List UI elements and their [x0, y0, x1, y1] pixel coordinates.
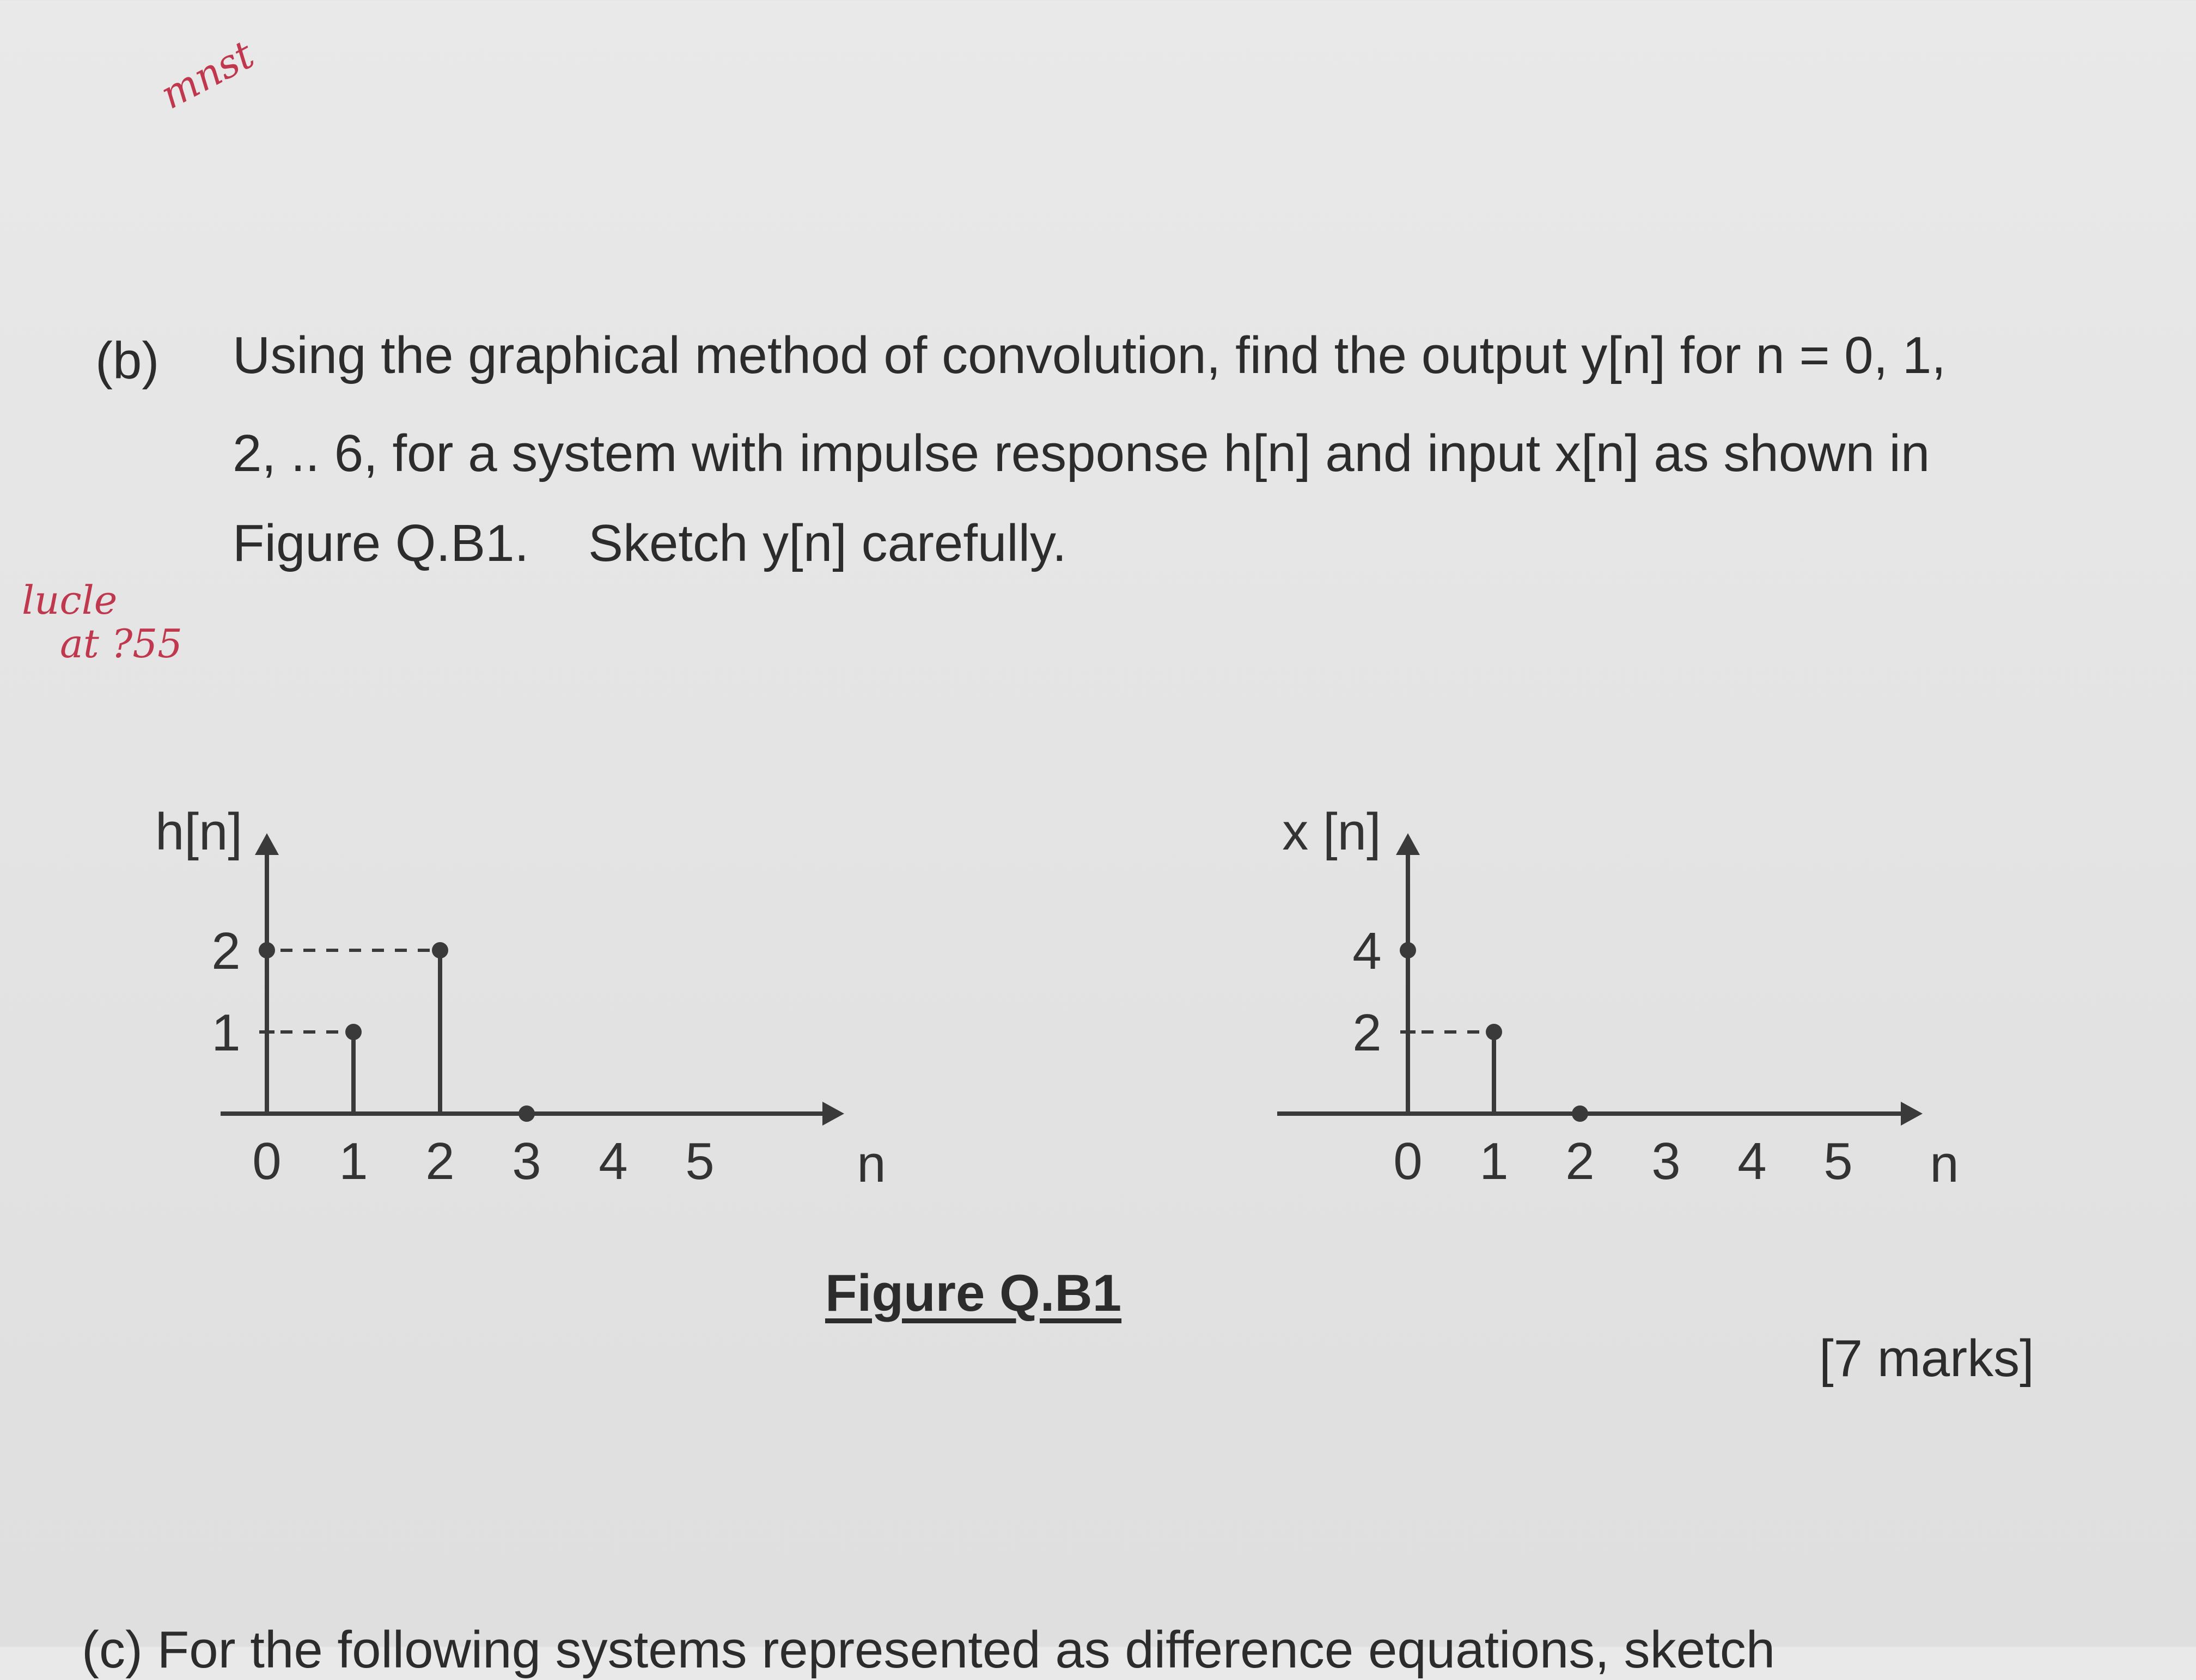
next-question-partial: (c) For the following systems represented as difference equations, sketch [82, 1621, 1776, 1679]
top-handwritten-note: mnst [152, 31, 261, 118]
x-x-tick-label: 3 [1651, 1132, 1681, 1190]
x-plot [1277, 803, 1959, 1193]
x-stem-dot [1572, 1105, 1588, 1122]
x-stem-dot [1400, 942, 1416, 958]
h-stem-dot [345, 1024, 362, 1040]
x-x-axis-arrow [1901, 1102, 1923, 1126]
question-line-3-sketch: Sketch y[n] carefully. [588, 514, 1067, 572]
x-x-tick-label: 2 [1565, 1132, 1595, 1190]
h-y-axis-arrow [255, 833, 279, 855]
h-x-axis-label: n [857, 1135, 886, 1193]
margin-note-2: at ?55 [60, 621, 182, 667]
h-stem-dot [259, 942, 275, 958]
x-x-tick-label: 4 [1737, 1132, 1767, 1190]
h-x-tick-label: 1 [339, 1132, 368, 1190]
question-line-1: Using the graphical method of convolution, find the output y[n] for n = 0, 1, [233, 326, 1946, 384]
x-y-tick-label: 4 [1352, 922, 1382, 980]
x-stem-dot [1486, 1024, 1502, 1040]
x-y-tick-label: 2 [1352, 1004, 1382, 1062]
h-stem-dot [432, 942, 448, 958]
x-x-axis-label: n [1930, 1135, 1959, 1193]
x-x-tick-label: 5 [1823, 1132, 1853, 1190]
margin-note-1: lucle [22, 577, 118, 623]
x-y-axis-label: x [n] [1282, 803, 1381, 861]
h-plot [155, 803, 886, 1193]
question-line-3: Figure Q.B1. [233, 514, 529, 572]
h-x-tick-label: 2 [425, 1132, 455, 1190]
h-x-tick-label: 3 [512, 1132, 541, 1190]
x-y-axis-arrow [1396, 833, 1420, 855]
h-x-tick-label: 0 [252, 1132, 282, 1190]
question-label: (b) [95, 332, 160, 390]
h-x-tick-label: 4 [599, 1132, 628, 1190]
question-line-2: 2, .. 6, for a system with impulse response h[n] and input x[n] as shown in [233, 424, 1930, 482]
h-x-tick-label: 5 [685, 1132, 715, 1190]
x-x-tick-label: 1 [1479, 1132, 1509, 1190]
x-x-tick-label: 0 [1393, 1132, 1423, 1190]
h-stem-dot [518, 1105, 535, 1122]
h-y-tick-label: 2 [211, 922, 241, 980]
h-y-tick-label: 1 [211, 1004, 241, 1062]
figure-caption: Figure Q.B1 [825, 1264, 1122, 1322]
h-x-axis-arrow [822, 1102, 844, 1126]
h-y-axis-label: h[n] [155, 803, 243, 861]
marks-label: [7 marks] [1819, 1329, 2034, 1388]
